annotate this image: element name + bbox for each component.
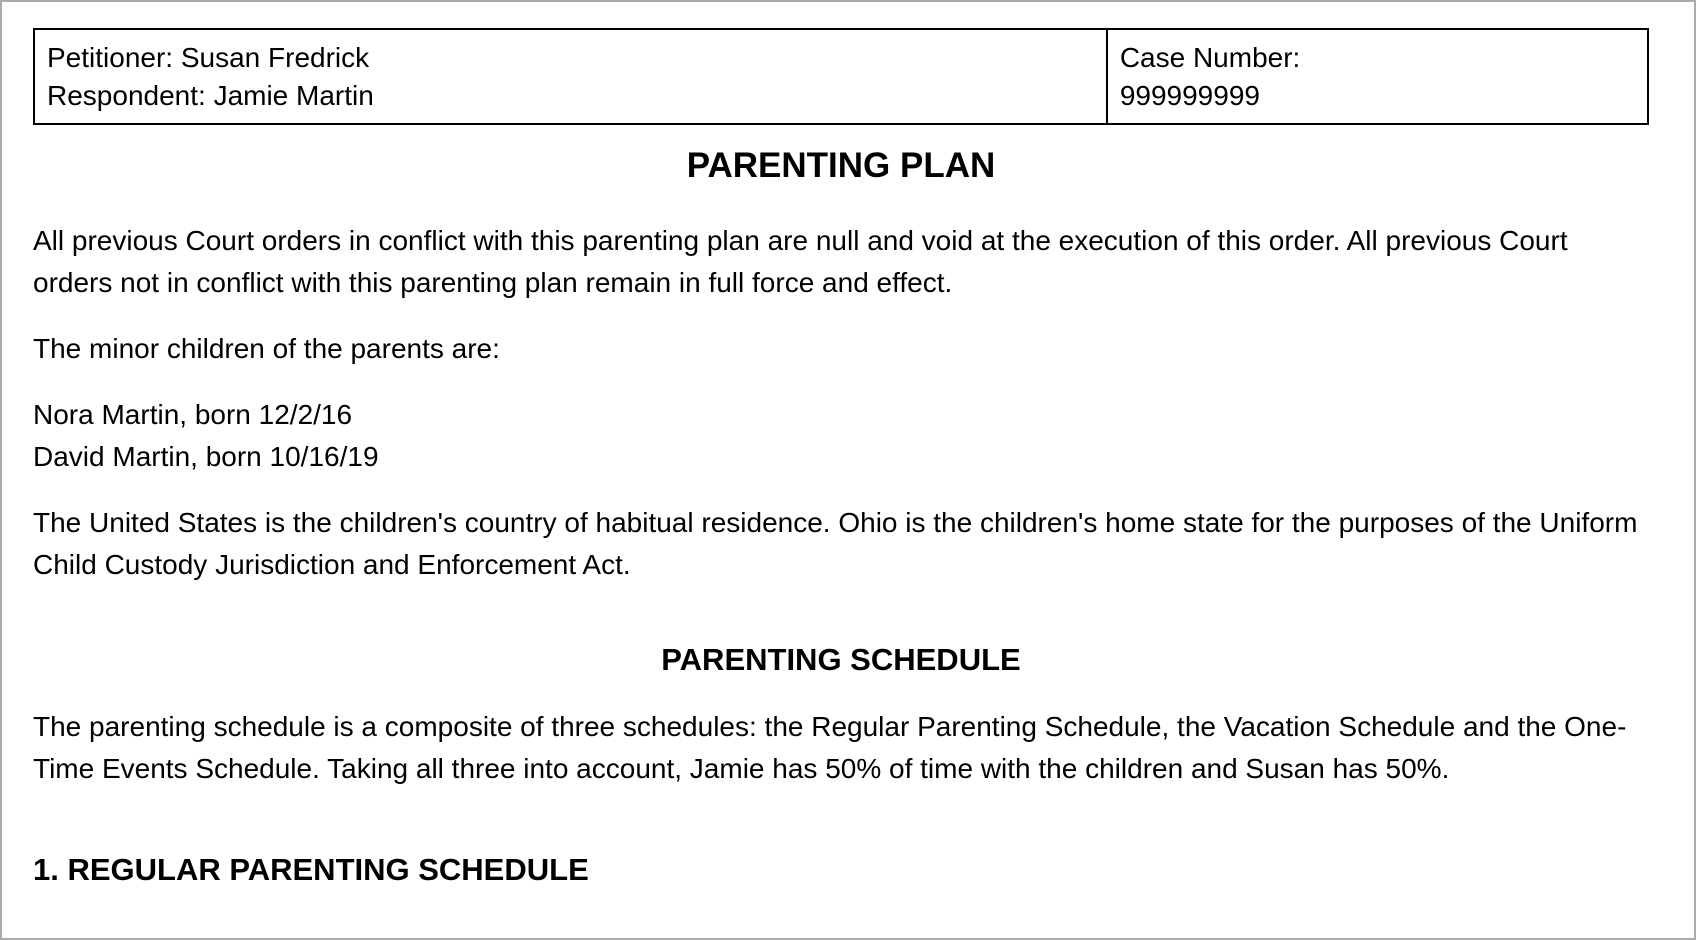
- paragraph-schedule-composite: The parenting schedule is a composite of three schedules: the Regular Parenting Schedule, the Vacation Schedule and the One-Time Events Schedule. Taking all three into account, Jamie has 50% of time with the children and Susan has 50%.: [33, 711, 1627, 784]
- paragraph-children-intro: The minor children of the parents are:: [33, 333, 500, 364]
- paragraph-habitual-residence: The United States is the children's country of habitual residence. Ohio is the children's home state for the purposes of the Uniform Child Custody Jurisdiction and Enforcement Act.: [33, 507, 1638, 580]
- case-number-value: 999999999: [1119, 80, 1260, 111]
- petitioner-line: Petitioner: Susan Fredrick: [47, 42, 370, 73]
- parties-cell: [34, 29, 1107, 124]
- case-info-row: [34, 29, 1648, 124]
- document-title: PARENTING PLAN: [686, 146, 996, 185]
- child-entry: Nora Martin, born 12/2/16: [33, 399, 353, 430]
- respondent-line: Respondent: Jamie Martin: [47, 80, 374, 111]
- section-heading-regular-parenting-schedule: 1. REGULAR PARENTING SCHEDULE: [33, 852, 589, 887]
- case-number-cell: [1107, 29, 1648, 124]
- document-page: [33, 28, 1649, 891]
- case-number-label: Case Number:: [1119, 42, 1301, 73]
- children-list: [33, 394, 1649, 478]
- paragraph-court-orders: All previous Court orders in conflict with this parenting plan are null and void at the execution of this order. All previous Court orders not in conflict with this parenting plan remain in full force and effect.: [33, 225, 1568, 298]
- section-heading-parenting-schedule: PARENTING SCHEDULE: [661, 642, 1021, 677]
- case-info-table: [33, 28, 1649, 125]
- child-entry: David Martin, born 10/16/19: [33, 441, 379, 472]
